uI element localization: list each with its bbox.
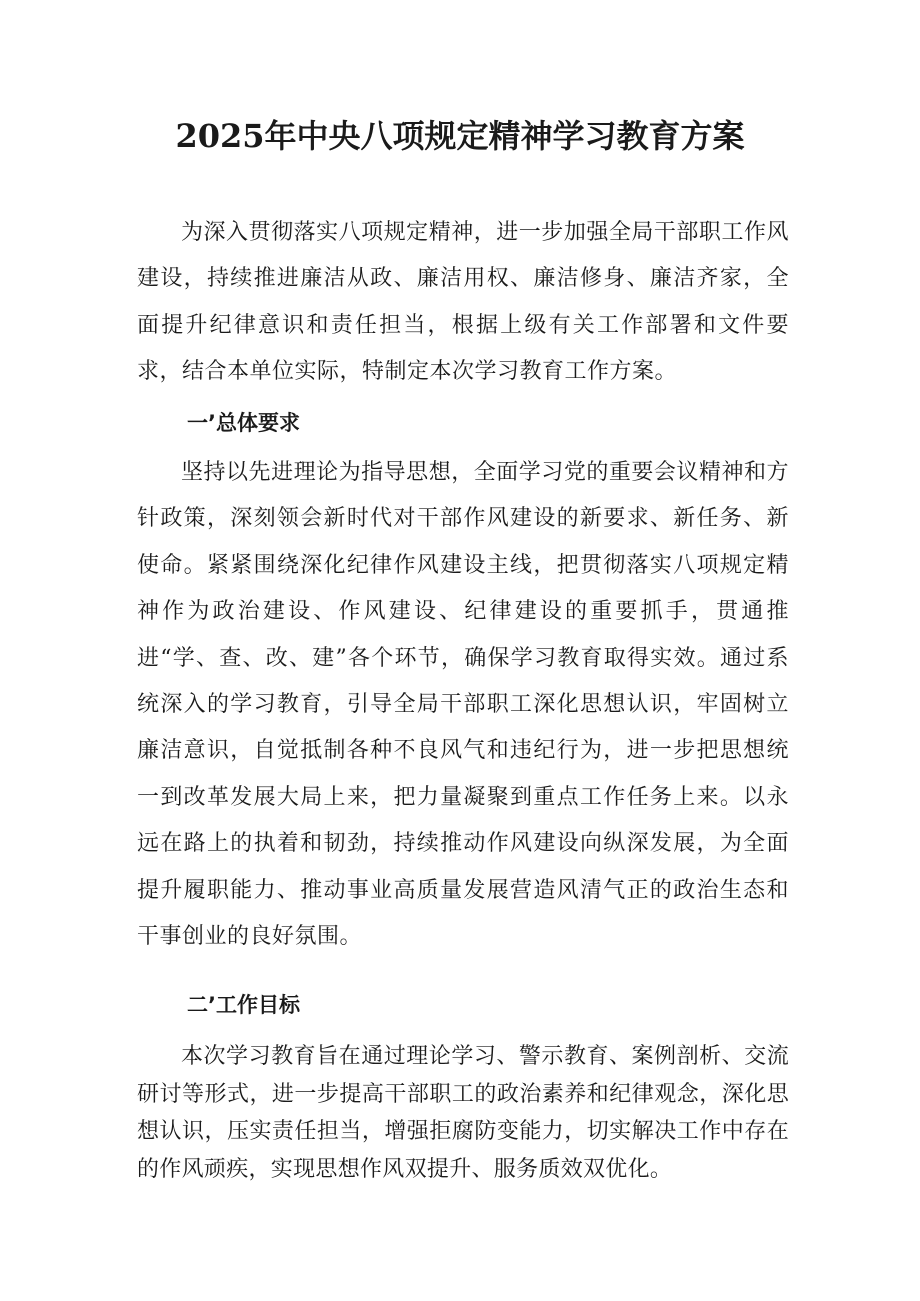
- section-overall-requirements-body: [137, 450, 789, 960]
- section-paragraph: 本次学习教育旨在通过理论学习、警示教育、案例剖析、交流研讨等形式，进一步提高干部职工的政治素养和纪律观念，深化思想认识，压实责任担当，增强拒腐防变能力，切实解决工作中存在的作风顽疾，实现思想作风双提升、服务质效双优化。: [137, 1044, 789, 1182]
- section-heading: 一’总体要求: [187, 411, 300, 435]
- intro-paragraph: 为深入贯彻落实八项规定精神，进一步加强全局干部职工作风建设，持续推进廉洁从政、廉洁用权、廉洁修身、廉洁齐家，全面提升纪律意识和责任担当，根据上级有关工作部署和文件要求，结合本单位实际，特制定本次学习教育工作方案。: [137, 220, 789, 385]
- section-work-goals-body: [137, 1038, 789, 1188]
- section-heading: 二’工作目标: [187, 993, 300, 1017]
- section-overall-requirements: [137, 403, 789, 443]
- section-work-goals: [137, 985, 789, 1025]
- intro-section: [137, 210, 789, 396]
- document-title: 2025年中央八项规定精神学习教育方案: [175, 117, 745, 155]
- section-paragraph: 坚持以先进理论为指导思想，全面学习党的重要会议精神和方针政策，深刻领会新时代对干部作风建设的新要求、新任务、新使命。紧紧围绕深化纪律作风建设主线，把贯彻落实八项规定精神作为政治建设、作风建设、纪律建设的重要抓手，贯通推进“学、查、改、建”各个环节，确保学习教育取得实效。通过系统深入的学习教育，引导全局干部职工深化思想认识，牢固树立廉洁意识，自觉抵制各种不良风气和违纪行为，进一步把思想统一到改革发展大局上来，把力量凝聚到重点工作任务上来。以永远在路上的执着和韧劲，持续推动作风建设向纵深发展，为全面提升履职能力、推动事业高质量发展营造风清气正的政治生态和干事创业的良好氛围。: [137, 460, 789, 950]
